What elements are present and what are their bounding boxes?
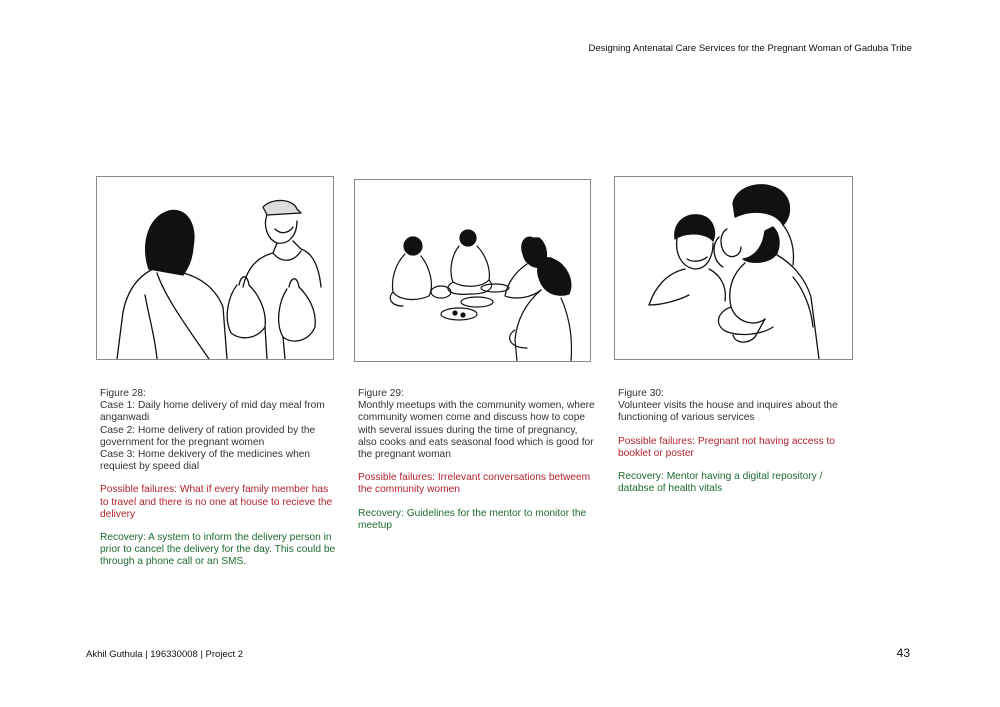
figure-30-illustration xyxy=(614,176,853,360)
recovery-text: Recovery: Guidelines for the mentor to monitor the meetup xyxy=(358,507,587,531)
figure-29-illustration xyxy=(354,179,591,362)
figure-label: Figure 30: xyxy=(618,388,664,399)
footer-author: Akhil Guthula | 196330008 | Project 2 xyxy=(86,649,244,660)
figure-description: Monthly meetups with the community women, where community women come and discuss how to cope with several issues during the time of pregnancy, also cooks and eats seasonal food which is good for the pregnant woman xyxy=(358,400,595,461)
document-header-title: Designing Antenatal Care Services for the Pregnant Woman of Gaduba Tribe xyxy=(588,43,912,54)
figure-description: Volunteer visits the house and inquires about the functioning of various services xyxy=(618,400,838,424)
cap-shape xyxy=(263,200,301,215)
possible-failures-text: Possible failures: Pregnant not having access to booklet or poster xyxy=(618,435,835,459)
figure-28-illustration xyxy=(96,176,334,360)
right-man-hair-shape xyxy=(733,185,790,225)
figure-label: Figure 28: xyxy=(100,388,146,399)
page-number: 43 xyxy=(896,646,910,660)
right-man-beard-shape xyxy=(743,227,779,262)
left-man-hair-shape xyxy=(675,215,715,241)
woman-hair-shape xyxy=(146,210,194,275)
figure-description: Case 1: Daily home delivery of mid day meal from anganwadi Case 2: Home delivery of ration provided by the government for the pregnant women Case 3: Home dekivery of the medicines when requiest by speed dial xyxy=(100,400,325,473)
figure-label: Figure 29: xyxy=(358,388,404,399)
possible-failures-text: Possible failures: What if every family member has to travel and there is no one at house to recieve the delivery xyxy=(100,484,333,520)
figure-30-caption xyxy=(618,388,856,506)
recovery-text: Recovery: Mentor having a digital repository / databse of health vitals xyxy=(618,471,823,495)
possible-failures-text: Possible failures: Irrelevant conversations betweem the community women xyxy=(358,472,591,496)
figure-28-caption xyxy=(100,388,338,580)
figure-29-caption xyxy=(358,388,596,543)
recovery-text: Recovery: A system to inform the delivery person in prior to cancel the delivery for the day. This could be through a phone call or an SMS. xyxy=(100,532,336,568)
